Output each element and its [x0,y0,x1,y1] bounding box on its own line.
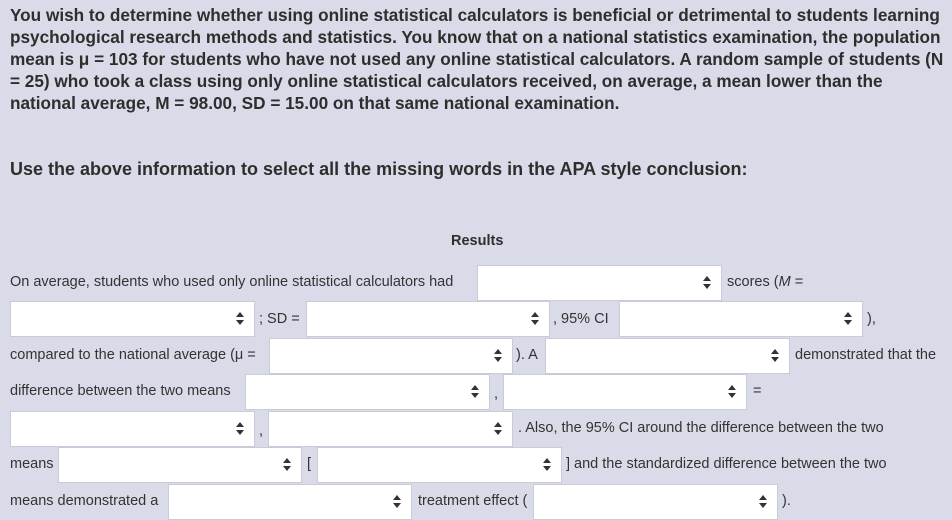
dropdown-arrow-icon [771,349,779,363]
question-text: You wish to determine whether using online statistical calculators is beneficial or detrimental to students learning psychological research methods and statistics. You know that on a national statistics examination, the population mean is μ = 103 for students who have not used any online statistical calculators. A random sample of students (N = 25) who took a class using only online statistical calculators received, on average, a mean lower than the national average, M = 98.00, SD = 15.00 on that same national examination. [10,5,944,113]
mean-value-dropdown[interactable] [10,301,255,337]
means-label: means [10,456,54,472]
sd-value-dropdown[interactable] [306,301,550,337]
dropdown-arrow-icon [471,385,479,399]
score-direction-dropdown[interactable] [477,265,722,301]
results-heading: Results [451,233,504,249]
means-demonstrated-label: means demonstrated a [10,493,159,509]
dropdown-arrow-icon [283,458,291,472]
dropdown-arrow-icon [703,276,711,290]
close-paren-label: ), [867,311,876,327]
dropdown-arrow-icon [759,495,767,509]
effect-size-value-dropdown[interactable] [533,484,778,520]
dropdown-arrow-icon [844,312,852,326]
t-value-dropdown[interactable] [503,374,747,410]
equals-label: = [753,383,762,399]
demonstrated-label: demonstrated that the [795,347,937,363]
dropdown-arrow-icon [494,349,502,363]
bracket-open-label: [ [307,456,312,472]
ci-value-dropdown[interactable] [619,301,863,337]
treatment-effect-label: treatment effect ( [418,493,528,509]
compared-label: compared to the national average (μ = [10,347,256,363]
df-value-dropdown[interactable] [245,374,490,410]
dropdown-arrow-icon [728,385,736,399]
instruction-text: Use the above information to select all the missing words in the APA style conclusion: [10,159,748,179]
ci-label: , 95% CI [553,311,609,327]
dropdown-arrow-icon [531,312,539,326]
comma-label: , [494,386,499,402]
comma-label-2: , [259,423,264,439]
results-sentence-start: On average, students who used only online statistical calculators had [10,274,454,290]
effect-size-label-dropdown[interactable] [168,484,412,520]
dropdown-arrow-icon [543,458,551,472]
scores-label: scores (M = [727,274,804,290]
test-type-dropdown[interactable] [545,338,790,374]
dropdown-arrow-icon [393,495,401,509]
standardized-label: ] and the standardized difference between the two [566,456,887,472]
p-value-dropdown[interactable] [10,411,255,447]
a-label: ). A [516,347,538,363]
ci-lower-dropdown[interactable] [58,447,302,483]
end-label: ). [782,493,791,509]
also-label: . Also, the 95% CI around the difference between the two [518,420,884,436]
mu-value-dropdown[interactable] [269,338,513,374]
dropdown-arrow-icon [236,422,244,436]
sd-label: ; SD = [259,311,300,327]
difference-label: difference between the two means [10,383,231,399]
significance-dropdown[interactable] [268,411,513,447]
dropdown-arrow-icon [494,422,502,436]
ci-upper-dropdown[interactable] [317,447,562,483]
dropdown-arrow-icon [236,312,244,326]
